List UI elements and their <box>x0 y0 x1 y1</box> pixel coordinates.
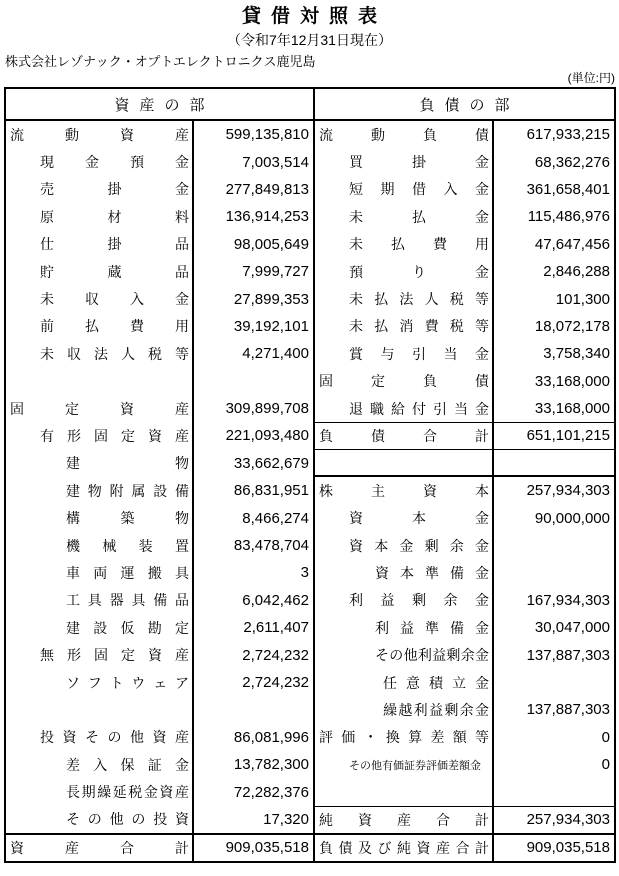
asset-item-label: 貯 蔵 品 <box>6 258 194 285</box>
liability-item-amount: 115,486,976 <box>527 208 610 226</box>
asset-item-amount: 309,899,708 <box>194 395 315 422</box>
table-row <box>6 148 614 175</box>
table-row <box>6 450 614 477</box>
table-row <box>6 203 614 230</box>
table-row <box>6 285 614 312</box>
table-row <box>6 778 614 805</box>
liability-item-label: そ の 他 利 益 剰 余 金 <box>315 641 494 668</box>
liability-item-amount: 167,934,303 <box>526 591 610 609</box>
asset-item-amount: 13,782,300 <box>194 751 315 778</box>
liability-item-amount: 30,047,000 <box>534 619 610 637</box>
asset-item-label: 建 物 附 属 設 備 <box>6 477 194 504</box>
asset-item-label: 車 両 運 搬 具 <box>6 559 194 586</box>
liability-item-amount: 33,168,000 <box>534 372 610 390</box>
table-row <box>6 258 614 285</box>
liability-item-amount: 0 <box>601 728 610 746</box>
asset-item-amount: 2,724,232 <box>194 669 315 696</box>
liability-item-amount: 909,035,518 <box>494 833 614 860</box>
liability-item-amount: 68,362,276 <box>534 153 610 171</box>
liability-item-label: 株 主 資 本 <box>315 477 494 504</box>
asset-item-amount: 7,999,727 <box>194 258 315 285</box>
asset-item-amount: 221,093,480 <box>194 422 315 449</box>
asset-item-amount: 27,899,353 <box>194 285 315 312</box>
asset-item-label: 長 期 繰 延 税 金 資 産 <box>6 778 194 805</box>
table-row <box>6 724 614 751</box>
table-row <box>6 422 614 449</box>
asset-item-amount: 72,282,376 <box>194 778 315 805</box>
asset-item-label: 差 入 保 証 金 <box>6 751 194 778</box>
asset-item-amount: 8,466,274 <box>194 504 315 531</box>
liability-item-label: 負 債 及 び 純 資 産 合 計 <box>315 833 494 860</box>
asset-item-amount: 2,611,407 <box>194 614 315 641</box>
liability-item-amount: 137,887,303 <box>526 646 610 664</box>
liability-item-label: 資 本 金 <box>315 504 494 531</box>
balance-sheet-table <box>4 87 616 863</box>
asset-item-amount: 83,478,704 <box>194 532 315 559</box>
liability-item-amount: 0 <box>601 756 610 774</box>
table-row <box>6 504 614 531</box>
table-row <box>6 833 614 860</box>
liability-item-label: 任 意 積 立 金 <box>315 669 494 696</box>
liability-item-label: 流 動 負 債 <box>315 121 494 148</box>
table-row <box>6 614 614 641</box>
liability-item-label: 未 払 法 人 税 等 <box>315 285 494 312</box>
asset-item-amount: 277,849,813 <box>194 176 315 203</box>
asset-item-label <box>6 696 194 723</box>
liability-item-label: 利 益 準 備 金 <box>315 614 494 641</box>
asset-item-amount: 6,042,462 <box>194 587 315 614</box>
liability-item-amount: 361,658,401 <box>526 180 610 198</box>
liability-item-label: 繰 越 利 益 剰 余 金 <box>315 696 494 723</box>
asset-item-label: 投 資 そ の 他 資 産 <box>6 724 194 751</box>
liability-item-amount: 651,101,215 <box>494 422 614 449</box>
table-row <box>6 751 614 778</box>
table-row <box>6 696 614 723</box>
balance-sheet-page <box>0 6 619 863</box>
liability-item-label: 未 払 費 用 <box>315 231 494 258</box>
liability-item-label: 評 価 ・ 換 算 差 額 等 <box>315 724 494 751</box>
liability-item-amount: 3,758,340 <box>543 345 610 363</box>
asset-item-label: 未 収 法 人 税 等 <box>6 340 194 367</box>
table-body <box>6 121 614 861</box>
liability-item-label: 未 払 金 <box>315 203 494 230</box>
asset-item-label: そ の 他 の 投 資 <box>6 806 194 833</box>
table-row <box>6 532 614 559</box>
asset-item-label: 有 形 固 定 資 産 <box>6 422 194 449</box>
liability-item-label: 賞 与 引 当 金 <box>315 340 494 367</box>
asset-item-amount: 86,081,996 <box>194 724 315 751</box>
liability-item-label: 固 定 負 債 <box>315 368 494 395</box>
asset-item-amount: 39,192,101 <box>194 313 315 340</box>
asset-item-label: 固 定 資 産 <box>6 395 194 422</box>
asset-item-label: 工 具 器 具 備 品 <box>6 587 194 614</box>
asset-item-amount <box>194 368 315 395</box>
asset-item-amount: 599,135,810 <box>194 121 315 148</box>
asset-item-amount: 3 <box>194 559 315 586</box>
asset-item-label: 建 設 仮 勘 定 <box>6 614 194 641</box>
asset-item-label: 未 収 入 金 <box>6 285 194 312</box>
asset-item-label: 構 築 物 <box>6 504 194 531</box>
asset-item-label: 売 掛 金 <box>6 176 194 203</box>
asset-item-amount: 909,035,518 <box>194 833 315 860</box>
section-header-row <box>6 89 614 121</box>
liability-item-amount <box>494 450 614 477</box>
liability-item-label: 短 期 借 入 金 <box>315 176 494 203</box>
liability-item-label: 預 り 金 <box>315 258 494 285</box>
asset-item-label: ソ フ ト ウ ェ ア <box>6 669 194 696</box>
liability-item-amount <box>494 778 614 805</box>
liability-item-label: 未 払 消 費 税 等 <box>315 313 494 340</box>
table-row <box>6 477 614 504</box>
table-row <box>6 313 614 340</box>
page-title: 貸借対照表 <box>241 6 387 27</box>
liability-item-amount: 90,000,000 <box>534 509 610 527</box>
liability-item-amount <box>494 559 614 586</box>
liability-item-label: 負 債 合 計 <box>315 422 494 449</box>
company-name: 株式会社レゾナック・オプトエレクトロニクス鹿児島 <box>5 54 316 69</box>
liability-item-label <box>315 778 494 805</box>
liability-item-amount: 2,846,288 <box>543 263 610 281</box>
liability-item-amount: 33,168,000 <box>534 400 610 418</box>
unit-label: (単位:円) <box>567 71 615 85</box>
asset-item-amount: 86,831,951 <box>194 477 315 504</box>
asset-item-label: 機 械 装 置 <box>6 532 194 559</box>
asset-item-amount: 136,914,253 <box>194 203 315 230</box>
liabilities-section-header: 負債の部 <box>419 96 520 114</box>
table-row <box>6 806 614 833</box>
liability-item-amount: 101,300 <box>555 290 610 308</box>
asset-item-label: 流 動 資 産 <box>6 121 194 148</box>
table-row <box>6 231 614 258</box>
asset-item-label: 原 材 料 <box>6 203 194 230</box>
table-row <box>6 587 614 614</box>
liability-item-amount <box>494 669 614 696</box>
liability-item-label: 資 本 準 備 金 <box>315 559 494 586</box>
asset-item-amount: 33,662,679 <box>194 450 315 477</box>
table-row <box>6 559 614 586</box>
asset-item-label: 資 産 合 計 <box>6 833 194 860</box>
asset-item-amount: 7,003,514 <box>194 148 315 175</box>
liability-item-label: 買 掛 金 <box>315 148 494 175</box>
table-row <box>6 641 614 668</box>
liability-item-label: 利 益 剰 余 金 <box>315 587 494 614</box>
liability-item-amount: 137,887,303 <box>526 701 610 719</box>
asset-item-label: 無 形 固 定 資 産 <box>6 641 194 668</box>
table-row <box>6 340 614 367</box>
asset-item-amount: 2,724,232 <box>194 641 315 668</box>
asset-item-label: 現 金 預 金 <box>6 148 194 175</box>
asset-item-label <box>6 368 194 395</box>
table-row <box>6 121 614 148</box>
liability-item-label: 純 資 産 合 計 <box>315 806 494 833</box>
table-row <box>6 395 614 422</box>
table-row <box>6 669 614 696</box>
as-of-date: （令和7年12月31日現在） <box>227 32 392 48</box>
liability-item-label: その他有価証券評価差額金 <box>315 751 494 778</box>
asset-item-label: 仕 掛 品 <box>6 231 194 258</box>
assets-section-header: 資産の部 <box>6 89 315 119</box>
table-row <box>6 368 614 395</box>
liability-item-label <box>315 450 494 477</box>
asset-item-amount: 17,320 <box>194 806 315 833</box>
table-row <box>6 176 614 203</box>
asset-item-label: 前 払 費 用 <box>6 313 194 340</box>
liability-item-label: 資 本 金 剰 余 金 <box>315 532 494 559</box>
asset-item-amount: 4,271,400 <box>194 340 315 367</box>
liability-item-amount <box>494 532 614 559</box>
liability-item-amount: 18,072,178 <box>534 317 610 335</box>
asset-item-amount <box>194 696 315 723</box>
liability-item-amount: 617,933,215 <box>526 126 610 144</box>
asset-item-label: 建 物 <box>6 450 194 477</box>
liability-item-amount: 47,647,456 <box>534 235 610 253</box>
liability-item-label: 退 職 給 付 引 当 金 <box>315 395 494 422</box>
liability-item-amount: 257,934,303 <box>526 482 610 500</box>
asset-item-amount: 98,005,649 <box>194 231 315 258</box>
liability-item-amount: 257,934,303 <box>494 806 614 833</box>
